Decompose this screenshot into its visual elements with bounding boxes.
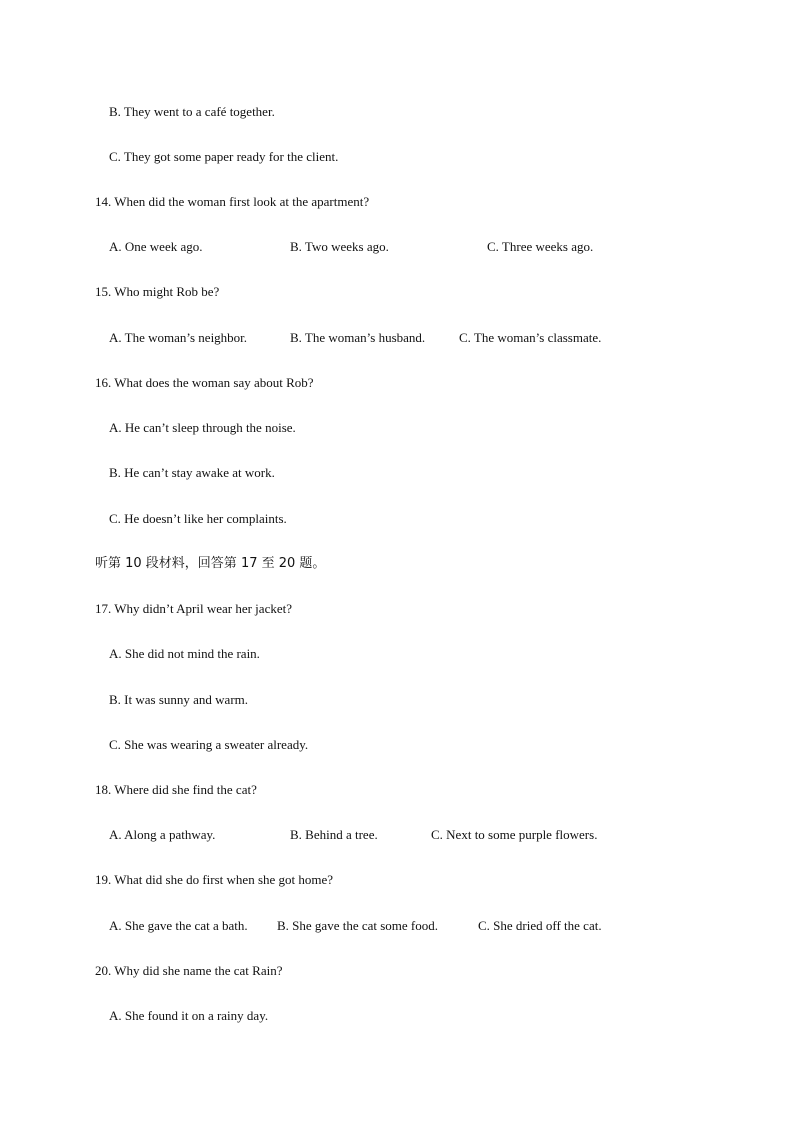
question-16: 16. What does the woman say about Rob? [95,375,314,390]
option-13-c: C. They got some paper ready for the client. [109,149,339,164]
question-19: 19. What did she do first when she got home? [95,872,334,887]
question-18: 18. Where did she find the cat? [95,782,257,797]
question-15: 15. Who might Rob be? [95,284,220,299]
option-15-c: C. The woman’s classmate. [459,330,602,345]
option-16-a: A. He can’t sleep through the noise. [109,420,296,435]
option-18-c: C. Next to some purple flowers. [431,827,598,842]
question-20: 20. Why did she name the cat Rain? [95,963,283,978]
option-18-a: A. Along a pathway. [109,827,216,842]
option-18-b: B. Behind a tree. [290,827,378,842]
option-15-a: A. The woman’s neighbor. [109,330,248,345]
option-15-b: B. The woman’s husband. [290,330,426,345]
option-14-c: C. Three weeks ago. [487,239,594,254]
option-20-a: A. She found it on a rainy day. [109,1008,269,1023]
option-14-b: B. Two weeks ago. [290,239,389,254]
question-17: 17. Why didn’t April wear her jacket? [95,601,292,616]
option-16-b: B. He can’t stay awake at work. [109,465,275,480]
option-17-b: B. It was sunny and warm. [109,692,249,707]
option-16-c: C. He doesn’t like her complaints. [109,511,287,526]
option-14-a: A. One week ago. [109,239,203,254]
option-19-a: A. She gave the cat a bath. [109,918,248,933]
option-19-b: B. She gave the cat some food. [277,918,439,933]
option-13-b: B. They went to a café together. [109,104,275,119]
option-17-c: C. She was wearing a sweater already. [109,737,309,752]
option-19-c: C. She dried off the cat. [478,918,602,933]
option-17-a: A. She did not mind the rain. [109,646,260,661]
section-heading-10: 听第 10 段材料，回答第 17 至 20 题。 [95,556,326,571]
question-14: 14. When did the woman first look at the apartment? [95,194,370,209]
